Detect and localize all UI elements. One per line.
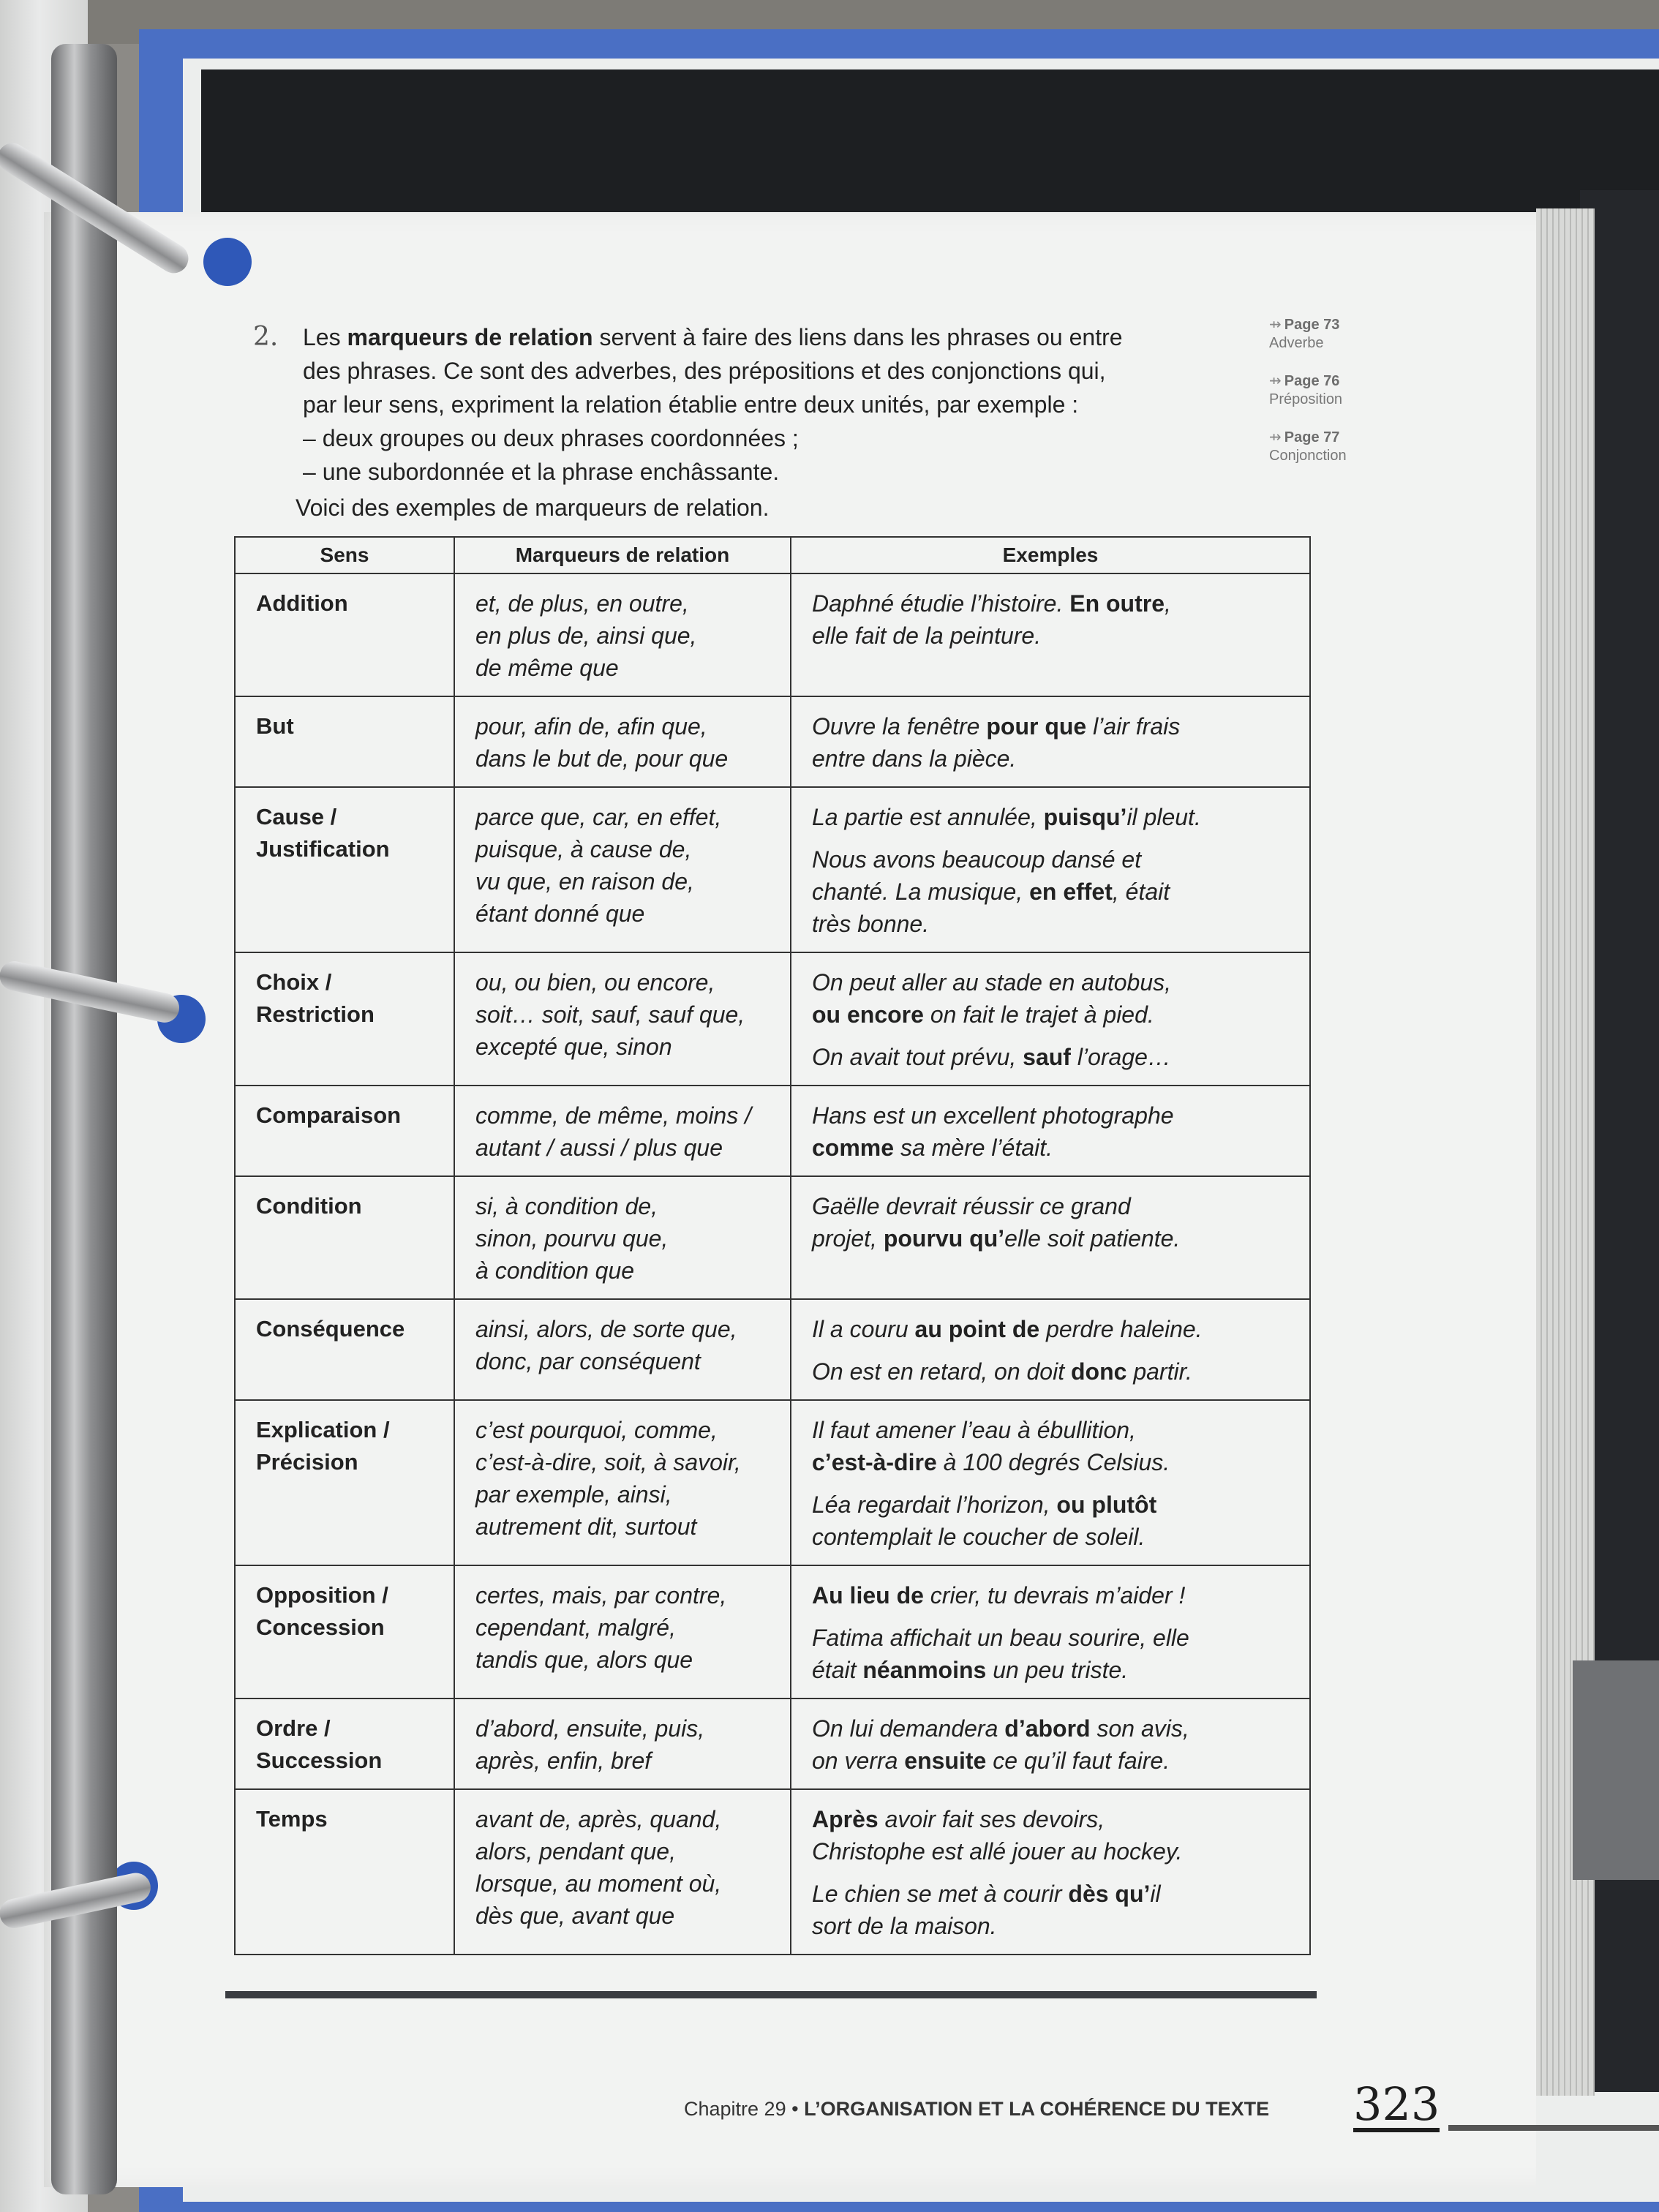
example-marker: puisqu’ (1043, 804, 1127, 830)
sens-cell (235, 1789, 454, 1955)
marker-line: autrement dit, surtout (475, 1513, 697, 1540)
marker-line: si, à condition de, (475, 1193, 658, 1219)
example-marker: néanmoins (862, 1657, 987, 1683)
example-text: Le chien se met à courir (812, 1881, 1069, 1907)
item-line (303, 320, 1244, 354)
example-text: On peut aller au stade en autobus, (812, 969, 1172, 996)
example-sentence (812, 1803, 1293, 1867)
example-text: Hans est un excellent photographe (812, 1102, 1174, 1129)
sens-text: Concession (256, 1614, 385, 1640)
example-text: Ouvre la fenêtre (812, 713, 987, 740)
example-text: un peu triste. (986, 1657, 1129, 1683)
sens-text: Restriction (256, 1001, 375, 1027)
header-sens: Sens (235, 537, 454, 573)
marker-line: ainsi, alors, de sorte que, (475, 1316, 737, 1342)
page-footer (684, 2098, 1269, 2121)
punch-hole-top (203, 238, 252, 286)
sens-text: Comparaison (256, 1102, 402, 1128)
marker-line: cependant, malgré, (475, 1614, 676, 1641)
marker-line: lorsque, au moment où, (475, 1870, 722, 1897)
markers-cell (454, 1698, 791, 1789)
example-text: , (1165, 590, 1171, 617)
example-marker: c’est-à-dire (812, 1449, 937, 1475)
reference-page: Page 73 (1284, 317, 1340, 333)
sens-text: Temps (256, 1806, 328, 1832)
marker-line: c’est-à-dire, soit, à savoir, (475, 1449, 741, 1475)
table-row (235, 787, 1310, 952)
marker-line: étant donné que (475, 900, 645, 927)
example-sentence (812, 1414, 1293, 1478)
table-row (235, 1698, 1310, 1789)
example-sentence (812, 587, 1293, 652)
dark-tab-divider (201, 69, 1659, 216)
sens-cell (235, 787, 454, 952)
sens-text: Opposition / (256, 1582, 388, 1608)
example-sentence (812, 1878, 1293, 1942)
sens-cell (235, 1565, 454, 1698)
example-text: Il a couru (812, 1316, 915, 1342)
example-sentence (812, 1622, 1293, 1686)
sens-text: Ordre / (256, 1715, 331, 1741)
arrow-icon: ⇸ (1269, 429, 1282, 445)
sens-text: Cause / (256, 804, 337, 830)
marker-line: donc, par conséquent (475, 1348, 701, 1374)
margin-reference[interactable] (1269, 372, 1393, 409)
example-text: elle soit patiente. (1004, 1225, 1181, 1252)
example-text: partir. (1126, 1358, 1192, 1385)
marker-line: de même que (475, 655, 619, 681)
table-row (235, 696, 1310, 787)
marker-line: c’est pourquoi, comme, (475, 1417, 718, 1443)
page-number: 323 (1353, 2077, 1440, 2131)
markers-cell (454, 1565, 791, 1698)
example-marker: en effet (1029, 879, 1113, 905)
header-exemples: Exemples (791, 537, 1310, 573)
marker-line: soit… soit, sauf, sauf que, (475, 1001, 745, 1028)
marker-line: en plus de, ainsi que, (475, 622, 697, 649)
marker-line: comme, de même, moins / (475, 1102, 751, 1129)
footer-rule (1448, 2125, 1659, 2131)
example-text: son avis, (1090, 1715, 1189, 1742)
arrow-icon: ⇸ (1269, 317, 1282, 333)
footer-separator: • (786, 2098, 805, 2120)
example-text: avoir fait ses devoirs, (878, 1806, 1105, 1832)
sens-cell (235, 1400, 454, 1565)
reference-label: Préposition (1269, 391, 1343, 407)
example-text: il (1150, 1881, 1161, 1907)
example-text: On avait tout prévu, (812, 1044, 1023, 1070)
example-text: très bonne. (812, 911, 930, 937)
example-marker: dès qu’ (1068, 1881, 1151, 1907)
example-sentence (812, 1579, 1293, 1611)
item-line (303, 421, 1244, 455)
marker-line: après, enfin, bref (475, 1748, 652, 1774)
marker-line: dès que, avant que (475, 1903, 675, 1929)
example-sentence (812, 1099, 1293, 1164)
item-line-text: Les (303, 324, 347, 350)
example-text: elle fait de la peinture. (812, 622, 1042, 649)
item-line (303, 388, 1244, 421)
markers-cell (454, 1400, 791, 1565)
example-marker: Au lieu de (812, 1582, 924, 1609)
item-lines (303, 320, 1244, 489)
marker-line: vu que, en raison de, (475, 868, 694, 895)
item-line (303, 354, 1244, 388)
example-sentence (812, 801, 1293, 833)
example-sentence (812, 710, 1293, 775)
sens-cell (235, 696, 454, 787)
example-text: On lui demandera (812, 1715, 1005, 1742)
example-text: La partie est annulée, (812, 804, 1044, 830)
example-text: entre dans la pièce. (812, 745, 1017, 772)
example-marker: comme (812, 1135, 895, 1161)
examples-cell (791, 696, 1310, 787)
markers-cell (454, 696, 791, 787)
examples-cell (791, 1176, 1310, 1299)
example-sentence (812, 1355, 1293, 1388)
markers-cell (454, 1789, 791, 1955)
example-marker: d’abord (1004, 1715, 1091, 1742)
markers-cell (454, 1086, 791, 1176)
table-row (235, 952, 1310, 1086)
example-text: on fait le trajet à pied. (923, 1001, 1154, 1028)
markers-cell (454, 952, 791, 1086)
examples-cell (791, 1400, 1310, 1565)
examples-cell (791, 1299, 1310, 1400)
table-row (235, 573, 1310, 696)
example-text: crier, tu devrais m’aider ! (923, 1582, 1186, 1609)
table-row (235, 1299, 1310, 1400)
reference-label: Conjonction (1269, 448, 1347, 464)
margin-references (1269, 316, 1393, 485)
item-line-text: – une subordonnée et la phrase enchâssante. (303, 459, 780, 485)
example-marker: ensuite (904, 1748, 987, 1774)
example-text: Léa regardait l’horizon, (812, 1491, 1057, 1518)
example-text: , était (1112, 879, 1170, 905)
marker-line: puisque, à cause de, (475, 836, 692, 862)
example-text: perdre haleine. (1039, 1316, 1203, 1342)
example-text: on verra (812, 1748, 905, 1774)
example-marker: pourvu qu’ (883, 1225, 1005, 1252)
sens-text: Choix / (256, 969, 332, 995)
example-text: l’air frais (1086, 713, 1181, 740)
marker-line: avant de, après, quand, (475, 1806, 722, 1832)
sens-cell (235, 1176, 454, 1299)
marker-line: et, de plus, en outre, (475, 590, 689, 617)
examples-cell (791, 1565, 1310, 1698)
marker-line: par exemple, ainsi, (475, 1481, 672, 1508)
table-bottom-rule (225, 1991, 1317, 1998)
sens-cell (235, 1299, 454, 1400)
marker-line: à condition que (475, 1257, 635, 1284)
example-text: Fatima affichait un beau sourire, elle (812, 1625, 1189, 1651)
reference-page: Page 76 (1284, 373, 1340, 389)
sens-text: Conséquence (256, 1316, 405, 1342)
reference-label: Adverbe (1269, 335, 1324, 351)
table-row (235, 1400, 1310, 1565)
item-line-text: par leur sens, expriment la relation établie entre deux unités, par exemple : (303, 391, 1079, 418)
item-line-text: – deux groupes ou deux phrases coordonnées ; (303, 425, 799, 451)
example-text: On est en retard, on doit (812, 1358, 1071, 1385)
example-text: Nous avons beaucoup dansé et (812, 846, 1142, 873)
example-text: Daphné étudie l’histoire. (812, 590, 1070, 617)
examples-cell (791, 952, 1310, 1086)
table-row (235, 1086, 1310, 1176)
sens-text: Succession (256, 1748, 383, 1773)
marker-line: tandis que, alors que (475, 1647, 693, 1673)
marker-line: certes, mais, par contre, (475, 1582, 727, 1609)
markers-cell (454, 787, 791, 952)
example-text: sort de la maison. (812, 1913, 997, 1939)
item-line-text: des phrases. Ce sont des adverbes, des prépositions et des conjonctions qui, (303, 358, 1106, 384)
examples-cell (791, 1698, 1310, 1789)
sens-cell (235, 1698, 454, 1789)
marker-line: sinon, pourvu que, (475, 1225, 669, 1252)
example-marker: pour que (986, 713, 1087, 740)
table-row (235, 1565, 1310, 1698)
example-sentence (812, 843, 1293, 940)
sens-cell (235, 952, 454, 1086)
header-marqueurs: Marqueurs de relation (454, 537, 791, 573)
example-text: chanté. La musique, (812, 879, 1030, 905)
marker-line: d’abord, ensuite, puis, (475, 1715, 705, 1742)
example-sentence (812, 1489, 1293, 1553)
sens-text: Explication / (256, 1417, 390, 1442)
table-intro: Voici des exemples de marqueurs de relation. (296, 494, 770, 521)
example-text: Christophe est allé jouer au hockey. (812, 1838, 1183, 1865)
example-text: était (812, 1657, 863, 1683)
binder-ring-bar (51, 44, 117, 2194)
example-text: Gaëlle devrait réussir ce grand (812, 1193, 1131, 1219)
item-line-text: servent à faire des liens dans les phrases ou entre (592, 324, 1123, 350)
marker-line: dans le but de, pour que (475, 745, 729, 772)
footer-chapter: Chapitre 29 (684, 2098, 786, 2120)
example-marker: En outre (1069, 590, 1165, 617)
example-marker: au point de (914, 1316, 1040, 1342)
sens-text: Justification (256, 836, 390, 862)
sens-text: But (256, 713, 294, 739)
sens-text: Addition (256, 590, 348, 616)
explanation-paragraph (253, 320, 1244, 489)
marker-line: pour, afin de, afin que, (475, 713, 707, 740)
example-marker: donc (1070, 1358, 1127, 1385)
table-row (235, 1789, 1310, 1955)
example-text: il pleut. (1126, 804, 1201, 830)
reference-page: Page 77 (1284, 429, 1340, 445)
example-text: projet, (812, 1225, 884, 1252)
margin-reference[interactable] (1269, 316, 1393, 353)
table-header-row (235, 537, 1310, 573)
example-text: à 100 degrés Celsius. (936, 1449, 1170, 1475)
marker-line: excepté que, sinon (475, 1034, 672, 1060)
sens-cell (235, 573, 454, 696)
example-sentence (812, 1712, 1293, 1777)
margin-reference[interactable] (1269, 429, 1393, 465)
marker-line: autant / aussi / plus que (475, 1135, 723, 1161)
example-text: sa mère l’était. (894, 1135, 1053, 1161)
examples-cell (791, 1086, 1310, 1176)
example-sentence (812, 1313, 1293, 1345)
grey-tab (1573, 1660, 1659, 1880)
example-marker: sauf (1023, 1044, 1071, 1070)
markers-cell (454, 1176, 791, 1299)
marker-line: alors, pendant que, (475, 1838, 676, 1865)
markers-cell (454, 573, 791, 696)
example-marker: ou plutôt (1056, 1491, 1157, 1518)
sens-cell (235, 1086, 454, 1176)
markers-cell (454, 1299, 791, 1400)
example-text: contemplait le coucher de soleil. (812, 1524, 1146, 1550)
relation-markers-table (234, 536, 1311, 1955)
examples-cell (791, 1789, 1310, 1955)
examples-cell (791, 787, 1310, 952)
example-text: ce qu’il faut faire. (986, 1748, 1170, 1774)
arrow-icon: ⇸ (1269, 373, 1282, 389)
footer-title: L’ORGANISATION ET LA COHÉRENCE DU TEXTE (804, 2098, 1270, 2120)
example-sentence (812, 1190, 1293, 1254)
example-text: l’orage… (1070, 1044, 1171, 1070)
item-line-bold: marqueurs de relation (347, 324, 593, 350)
example-marker: ou encore (812, 1001, 924, 1028)
marker-line: ou, ou bien, ou encore, (475, 969, 715, 996)
sens-text: Condition (256, 1193, 362, 1219)
table-row (235, 1176, 1310, 1299)
example-marker: Après (812, 1806, 879, 1832)
sens-text: Précision (256, 1449, 358, 1475)
example-text: Il faut amener l’eau à ébullition, (812, 1417, 1136, 1443)
item-line (303, 455, 1244, 489)
item-number: 2. (253, 322, 279, 352)
example-sentence (812, 1041, 1293, 1073)
example-sentence (812, 966, 1293, 1031)
marker-line: parce que, car, en effet, (475, 804, 722, 830)
examples-cell (791, 573, 1310, 696)
